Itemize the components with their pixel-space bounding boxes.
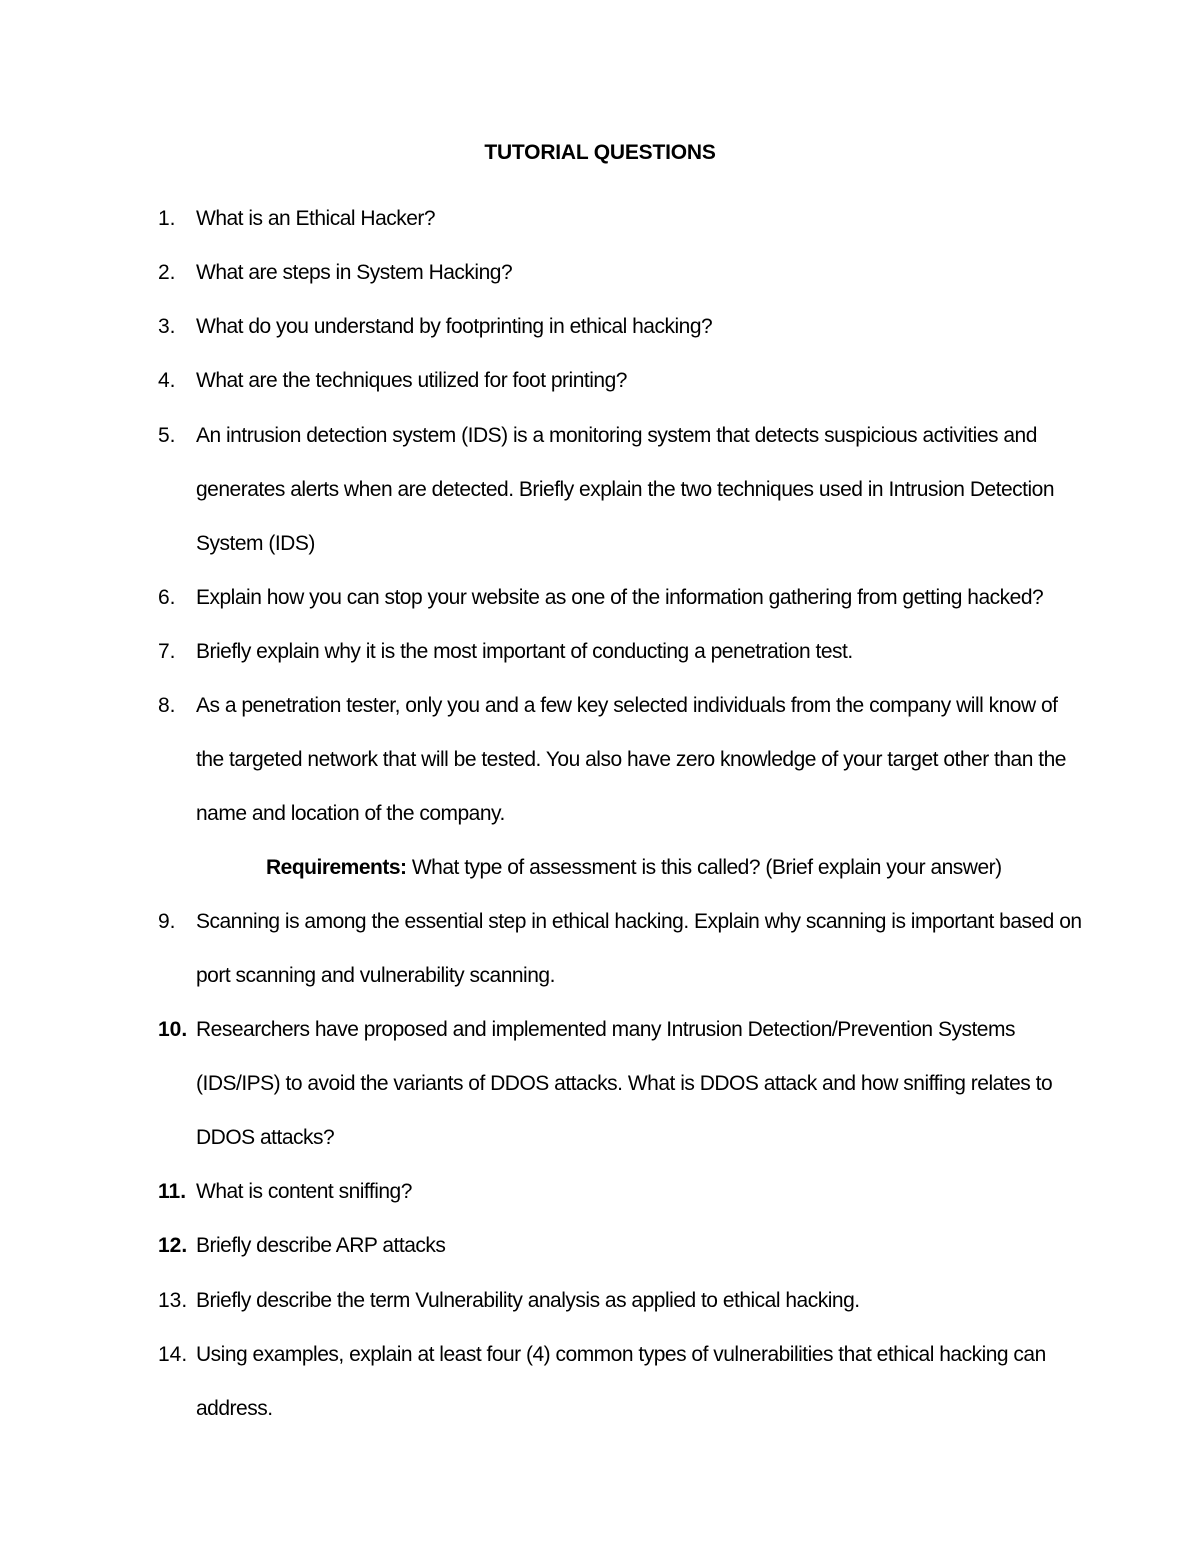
question-text: address. — [196, 1397, 273, 1420]
requirements-label: Requirements: — [266, 856, 407, 879]
question-number: 10. — [158, 1018, 188, 1041]
question-text: Briefly explain why it is the most important of conducting a penetration test. — [196, 640, 853, 663]
question-text: name and location of the company. — [196, 802, 505, 825]
question-number: 9. — [158, 910, 176, 933]
question-text: generates alerts when are detected. Briefly explain the two techniques used in Intrusion Detection — [196, 478, 1055, 501]
question-number: 12. — [158, 1234, 188, 1257]
question-number: 13. — [158, 1289, 188, 1312]
question-number: 6. — [158, 586, 176, 609]
question-number: 1. — [158, 207, 176, 230]
question-text: What is content sniffing? — [196, 1180, 412, 1203]
question-number: 14. — [158, 1343, 188, 1366]
question-text: Briefly describe ARP attacks — [196, 1234, 446, 1257]
question-text: An intrusion detection system (IDS) is a monitoring system that detects suspicious activities and — [196, 424, 1037, 447]
question-text: Explain how you can stop your website as one of the information gathering from getting hacked? — [196, 586, 1044, 609]
question-number: 2. — [158, 261, 176, 284]
requirements-text: What type of assessment is this called? (Brief explain your answer) — [406, 856, 1002, 879]
question-number: 7. — [158, 640, 176, 663]
question-text: What do you understand by footprinting in ethical hacking? — [196, 315, 713, 338]
question-number: 4. — [158, 369, 176, 392]
question-text: What is an Ethical Hacker? — [196, 207, 436, 230]
question-number: 11. — [158, 1180, 187, 1203]
question-text: the targeted network that will be tested. You also have zero knowledge of your target other than the — [196, 748, 1066, 771]
question-number: 5. — [158, 424, 176, 447]
question-text: Briefly describe the term Vulnerability analysis as applied to ethical hacking. — [196, 1289, 860, 1312]
question-text: port scanning and vulnerability scanning. — [196, 964, 555, 987]
question-text: Using examples, explain at least four (4) common types of vulnerabilities that ethical hacking can — [196, 1343, 1046, 1366]
question-text: What are the techniques utilized for foot printing? — [196, 369, 627, 392]
page-title: TUTORIAL QUESTIONS — [484, 141, 716, 164]
requirements-line — [266, 856, 1002, 880]
question-text: DDOS attacks? — [196, 1126, 335, 1149]
question-number: 8. — [158, 694, 176, 717]
question-text: As a penetration tester, only you and a few key selected individuals from the company will know of — [196, 694, 1058, 717]
question-text: Scanning is among the essential step in ethical hacking. Explain why scanning is important based on — [196, 910, 1082, 933]
question-text: What are steps in System Hacking? — [196, 261, 513, 284]
question-text: (IDS/IPS) to avoid the variants of DDOS attacks. What is DDOS attack and how sniffing relates to — [196, 1072, 1053, 1095]
question-number: 3. — [158, 315, 176, 338]
question-text: System (IDS) — [196, 532, 315, 555]
question-text: Researchers have proposed and implemented many Intrusion Detection/Prevention Systems — [196, 1018, 1015, 1041]
